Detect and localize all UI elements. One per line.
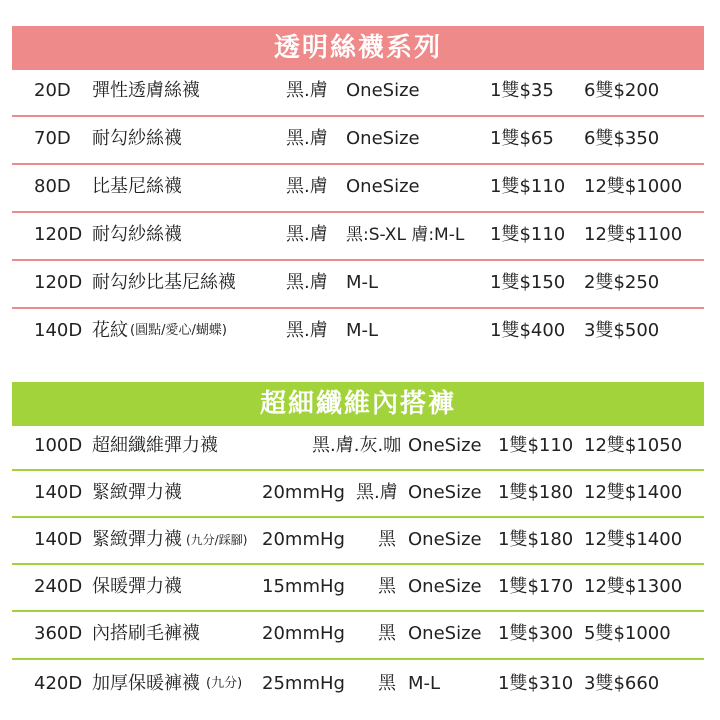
- section-title-microfiber-leggings: 超細纖維內搭褲: [12, 382, 704, 426]
- size: OneSize: [408, 482, 482, 503]
- denier: 420D: [34, 673, 83, 694]
- size: M-L: [408, 673, 441, 694]
- compression: 25mmHg: [262, 673, 345, 694]
- color: 黑.膚: [286, 80, 328, 101]
- product-name: 彈性透膚絲襪: [92, 80, 200, 101]
- denier: 140D: [34, 482, 83, 503]
- table-row: [0, 563, 720, 611]
- color: 黑.膚: [286, 320, 328, 341]
- denier: 70D: [34, 128, 71, 149]
- single-price: 1雙$180: [498, 529, 574, 550]
- color: 黑: [378, 529, 396, 550]
- product-name: 花紋: [92, 320, 128, 341]
- size: M-L: [346, 320, 379, 341]
- product-name-note: (圓點/愛心/蝴蝶): [130, 323, 227, 338]
- product-name: 超細纖維彈力襪: [92, 435, 218, 456]
- denier: 20D: [34, 80, 71, 101]
- product-name: 耐勾紗絲襪: [92, 128, 182, 149]
- denier: 100D: [34, 435, 83, 456]
- color: 黑.膚: [286, 272, 328, 293]
- product-name-note: (九分/踩腳): [186, 533, 248, 547]
- table-row: [0, 211, 720, 259]
- size: OneSize: [346, 176, 420, 197]
- size: OneSize: [408, 435, 482, 456]
- size: OneSize: [408, 623, 482, 644]
- product-name: 內搭刷毛褲襪: [92, 623, 200, 644]
- bundle-price: 5雙$1000: [584, 623, 671, 644]
- single-price: 1雙$310: [498, 673, 574, 694]
- bundle-price: 12雙$1100: [584, 224, 683, 245]
- compression: 20mmHg: [262, 482, 345, 503]
- single-price: 1雙$110: [490, 224, 566, 245]
- bundle-price: 3雙$660: [584, 673, 660, 694]
- compression: 15mmHg: [262, 576, 345, 597]
- table-row: [0, 163, 720, 211]
- single-price: 1雙$110: [498, 435, 574, 456]
- single-price: 1雙$110: [490, 176, 566, 197]
- table-row: [0, 307, 720, 355]
- bundle-price: 6雙$200: [584, 80, 660, 101]
- bundle-price: 2雙$250: [584, 272, 660, 293]
- single-price: 1雙$170: [498, 576, 574, 597]
- product-name: 加厚保暖褲襪: [92, 673, 200, 694]
- table-row: [0, 660, 720, 708]
- color: 黑: [378, 576, 396, 597]
- table-row: [0, 610, 720, 658]
- product-name: 緊緻彈力襪: [92, 529, 182, 550]
- compression: 20mmHg: [262, 529, 345, 550]
- size: M-L: [346, 272, 379, 293]
- denier: 80D: [34, 176, 71, 197]
- product-name: 耐勾紗比基尼絲襪: [92, 272, 236, 293]
- color: 黑.膚.灰.咖: [312, 435, 402, 456]
- color: 黑.膚: [286, 224, 328, 245]
- color: 黑.膚: [356, 482, 398, 503]
- denier: 120D: [34, 224, 83, 245]
- table-row: [0, 115, 720, 163]
- product-name: 保暖彈力襪: [92, 576, 182, 597]
- product-name: 緊緻彈力襪: [92, 482, 182, 503]
- single-price: 1雙$65: [490, 128, 554, 149]
- size: OneSize: [408, 576, 482, 597]
- bundle-price: 6雙$350: [584, 128, 660, 149]
- color: 黑.膚: [286, 128, 328, 149]
- product-name-note: (九分): [206, 676, 243, 691]
- bundle-price: 12雙$1400: [584, 529, 683, 550]
- size: OneSize: [346, 80, 420, 101]
- size: OneSize: [346, 128, 420, 149]
- single-price: 1雙$150: [490, 272, 566, 293]
- denier: 140D: [34, 529, 83, 550]
- color: 黑.膚: [286, 176, 328, 197]
- color: 黑: [378, 673, 396, 694]
- section-title-sheer-stockings: 透明絲襪系列: [12, 26, 704, 70]
- table-row: [0, 422, 720, 470]
- size: OneSize: [408, 529, 482, 550]
- denier: 240D: [34, 576, 83, 597]
- single-price: 1雙$300: [498, 623, 574, 644]
- bundle-price: 12雙$1000: [584, 176, 683, 197]
- color: 黑: [378, 623, 396, 644]
- denier: 120D: [34, 272, 83, 293]
- single-price: 1雙$400: [490, 320, 566, 341]
- size: 黑:S-XL 膚:M-L: [346, 225, 465, 245]
- table-row: [0, 516, 720, 564]
- product-name: 比基尼絲襪: [92, 176, 182, 197]
- denier: 140D: [34, 320, 83, 341]
- bundle-price: 12雙$1400: [584, 482, 683, 503]
- denier: 360D: [34, 623, 83, 644]
- table-row: [0, 469, 720, 517]
- single-price: 1雙$35: [490, 80, 554, 101]
- product-name: 耐勾紗絲襪: [92, 224, 182, 245]
- compression: 20mmHg: [262, 623, 345, 644]
- table-row: [0, 67, 720, 115]
- table-row: [0, 259, 720, 307]
- bundle-price: 12雙$1050: [584, 435, 683, 456]
- bundle-price: 3雙$500: [584, 320, 660, 341]
- bundle-price: 12雙$1300: [584, 576, 683, 597]
- single-price: 1雙$180: [498, 482, 574, 503]
